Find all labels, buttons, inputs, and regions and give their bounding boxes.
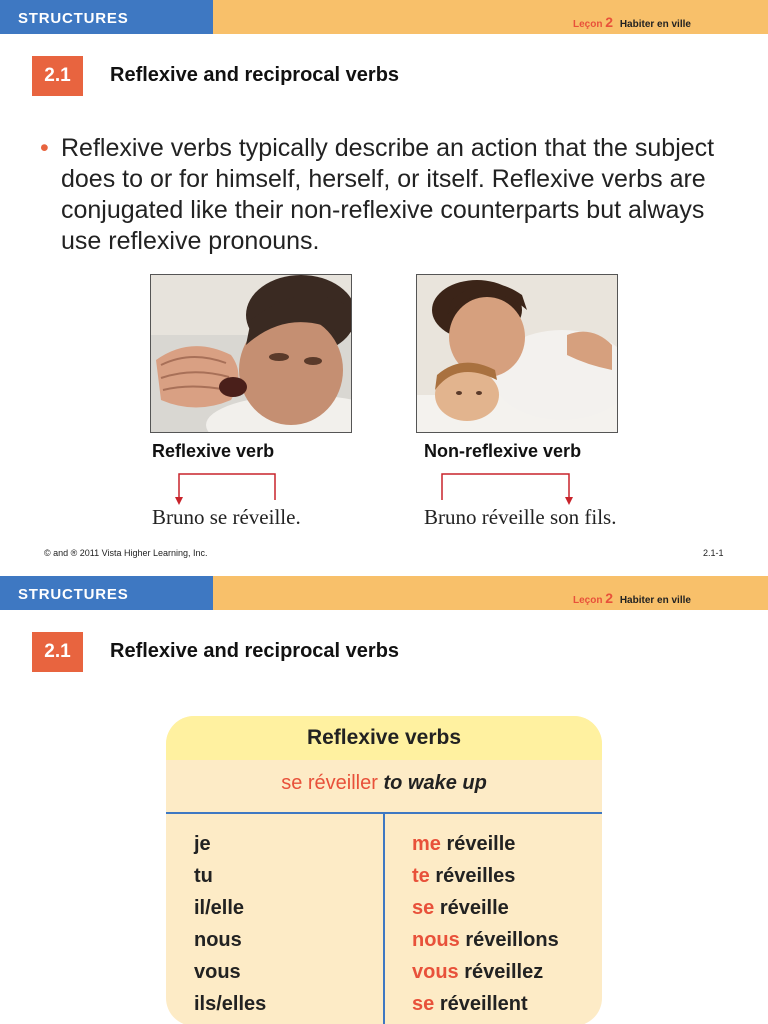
section-title: Reflexive and reciprocal verbs (110, 64, 400, 86)
subject-ils-elles: ils/elles (194, 993, 267, 1015)
section-number-badge: 2.1 (32, 632, 83, 672)
verb-form: réveillent (439, 993, 528, 1015)
bullet-paragraph (40, 133, 740, 257)
verb-form: réveilles (435, 865, 516, 887)
pronoun: vous (412, 961, 459, 983)
verb-form: réveille (446, 833, 516, 855)
lesson-number: 2 (605, 590, 614, 606)
table-vertical-divider (383, 814, 385, 1024)
header-lesson (573, 590, 691, 606)
lesson-number: 2 (605, 14, 614, 30)
conjugation-table (166, 716, 602, 1024)
slide-header (0, 0, 768, 34)
subject-je: je (194, 833, 211, 855)
photo-man-yawning (150, 274, 352, 433)
verb-form: réveillons (465, 929, 559, 951)
header-lesson (573, 14, 691, 30)
caption-non-reflexive: Non-reflexive verb (424, 441, 582, 461)
photo-father-and-son (416, 274, 618, 433)
arrow-non-reflexive-icon (430, 468, 590, 508)
conjugation-ils-elles (412, 993, 528, 1016)
page-number: 2.1-1 (703, 548, 724, 558)
conjugation-je (412, 833, 515, 856)
subject-nous: nous (194, 929, 242, 951)
table-infinitive-row (166, 772, 602, 795)
pronoun: nous (412, 929, 460, 951)
pronoun: se (412, 897, 435, 919)
lesson-title: Habiter en ville (619, 595, 691, 606)
verb-form: réveille (439, 897, 509, 919)
conjugation-il-elle (412, 897, 509, 920)
caption-reflexive: Reflexive verb (152, 441, 275, 461)
pronoun: te (412, 865, 430, 887)
sentence-reflexive: Bruno se réveille. (152, 505, 301, 529)
header-section-label: STRUCTURES (18, 10, 129, 27)
conjugation-tu (412, 865, 515, 888)
lesson-word: Leçon (573, 595, 603, 606)
header-section-label: STRUCTURES (18, 586, 129, 603)
section-title: Reflexive and reciprocal verbs (110, 640, 400, 662)
lesson-word: Leçon (573, 19, 603, 30)
slide-2 (0, 576, 768, 1024)
conjugation-vous (412, 961, 543, 984)
copyright-text: © and ® 2011 Vista Higher Learning, Inc. (44, 548, 208, 558)
bullet-dot-icon: • (40, 134, 49, 162)
arrow-reflexive-icon (150, 468, 290, 508)
pronoun: se (412, 993, 435, 1015)
subject-il-elle: il/elle (194, 897, 245, 919)
sentence-non-reflexive: Bruno réveille son fils. (424, 505, 617, 529)
pronoun: me (412, 833, 441, 855)
subject-vous: vous (194, 961, 241, 983)
section-number-badge: 2.1 (32, 56, 83, 96)
bullet-text: Reflexive verbs typically describe an action that the subject does to or for himself, herself, or itself. Reflexive verbs are conjugated like their non-reflexive counterparts but always use reflexive pronouns. (61, 134, 715, 255)
infinitive: se réveiller (281, 772, 378, 794)
slide-header (0, 576, 768, 610)
infinitive-translation: to wake up (383, 772, 487, 794)
conjugation-nous (412, 929, 559, 952)
photo-man-yawning-illustration (151, 275, 351, 432)
lesson-title: Habiter en ville (619, 19, 691, 30)
photo-father-and-son-illustration (417, 275, 617, 432)
table-title: Reflexive verbs (306, 726, 462, 749)
verb-form: réveillez (464, 961, 544, 983)
subject-tu: tu (194, 865, 213, 887)
